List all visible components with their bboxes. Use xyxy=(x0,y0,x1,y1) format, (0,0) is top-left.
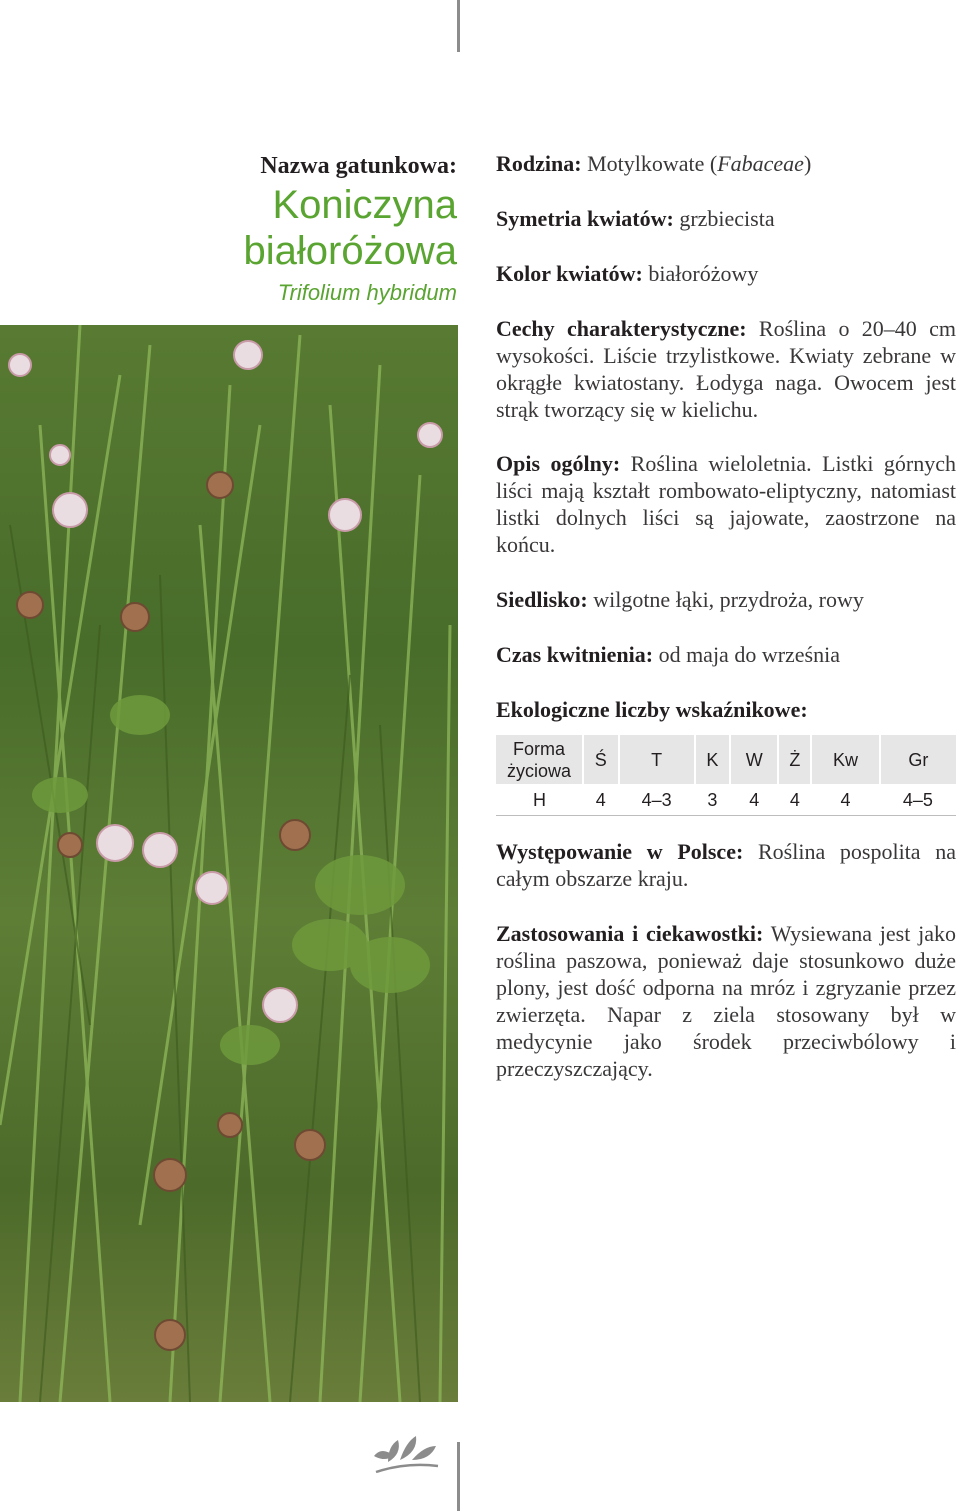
family-row xyxy=(496,150,956,177)
uses-text: Wysiewana jest jako roślina paszowa, ponieważ daje stosunkowo duże plony, jest dość odporna na mróz i zgryzanie przez zwierzęta. Napar z ziela stosowany był w medycynie jako środek przeciwbólowy i przeczyszczający. xyxy=(496,920,956,1081)
top-divider-line xyxy=(457,0,460,52)
clover-photo xyxy=(0,325,458,1402)
bottom-divider-line xyxy=(457,1442,460,1511)
symmetry-row xyxy=(496,205,956,232)
species-label: Nazwa gatunkowa: xyxy=(260,153,457,179)
eco-value-cell: 4 xyxy=(595,789,606,810)
color-label: Kolor kwiatów: xyxy=(496,261,643,286)
species-info xyxy=(496,150,956,1082)
family-label: Rodzina: xyxy=(496,151,582,176)
habitat-row xyxy=(496,586,956,613)
eco-value-cell: 4–3 xyxy=(641,789,672,810)
family-close: ) xyxy=(803,151,812,176)
flowering-label: Czas kwitnienia: xyxy=(496,642,654,667)
flowering-value: od maja do września xyxy=(658,642,840,667)
eco-header-cell: Kw xyxy=(811,735,879,785)
species-common-name-line2: białoróżowa xyxy=(243,229,457,273)
habitat-label: Siedlisko: xyxy=(496,587,588,612)
uses-paragraph xyxy=(496,920,956,1082)
eco-value-cell: 3 xyxy=(707,789,718,810)
eco-table-wrap xyxy=(496,735,956,816)
eco-header-cell: T xyxy=(619,735,695,785)
occurrence-paragraph xyxy=(496,838,956,892)
color-value: białoróżowy xyxy=(648,261,759,286)
general-text: Roślina wieloletnia. Listki górnych liści mają kształt rombowato-eliptyczny, natomiast listki dolnych liści są jajowate, zaostrzone na końcu. xyxy=(496,451,957,557)
eco-value-cell: 4 xyxy=(789,789,800,810)
features-text: Roślina o 20–40 cm wysokości. Liście trzylistkowe. Kwiaty zebrane w okrągłe kwiatostany. Łodyga naga. Owocem jest strąk tworzący się w kielichu. xyxy=(496,316,956,422)
eco-value-form: H xyxy=(533,789,546,810)
symmetry-value: grzbiecista xyxy=(679,206,775,231)
species-heading xyxy=(157,150,457,308)
general-paragraph xyxy=(496,450,956,558)
leaf-logo-icon xyxy=(366,1432,446,1487)
clover-photo-illustration xyxy=(0,325,458,1402)
eco-title: Ekologiczne liczby wskaźnikowe: xyxy=(496,697,808,722)
symmetry-label: Symetria kwiatów: xyxy=(496,206,674,231)
eco-indicator-table xyxy=(496,735,956,816)
family-latin: Fabaceae xyxy=(717,151,804,176)
features-label: Cechy charakterystyczne: xyxy=(496,316,747,341)
occurrence-label: Występowanie w Polsce: xyxy=(496,838,744,864)
eco-title-row xyxy=(496,696,956,723)
eco-header-form xyxy=(496,735,583,785)
habitat-value: wilgotne łąki, przydroża, rowy xyxy=(593,587,864,612)
eco-table-value-row xyxy=(496,785,956,815)
species-common-name-line1: Koniczyna xyxy=(272,183,457,227)
eco-header-cell: Ż xyxy=(778,735,811,785)
eco-header-cell: W xyxy=(730,735,778,785)
flowering-row xyxy=(496,641,956,668)
eco-header-cell: Ś xyxy=(583,735,619,785)
eco-value-cell: 4 xyxy=(840,789,851,810)
features-paragraph xyxy=(496,315,956,423)
eco-header-cell: Gr xyxy=(908,749,929,770)
eco-value-cell: 4–5 xyxy=(902,789,933,810)
occurrence-text: Roślina pospolita na całym obszarze kraju. xyxy=(496,838,956,891)
eco-header-form-line1: Forma xyxy=(512,738,565,759)
color-row xyxy=(496,260,956,287)
eco-table-header-row xyxy=(496,735,956,785)
eco-header-form-line2: życiowa xyxy=(506,760,572,781)
general-label: Opis ogólny: xyxy=(496,451,621,476)
uses-label: Zastosowania i ciekawostki: xyxy=(496,920,764,946)
eco-value-cell: 4 xyxy=(749,789,760,810)
species-latin-name: Trifolium hybridum xyxy=(277,280,457,305)
eco-header-cell: K xyxy=(695,735,731,785)
family-value: Motylkowate ( xyxy=(587,151,718,176)
